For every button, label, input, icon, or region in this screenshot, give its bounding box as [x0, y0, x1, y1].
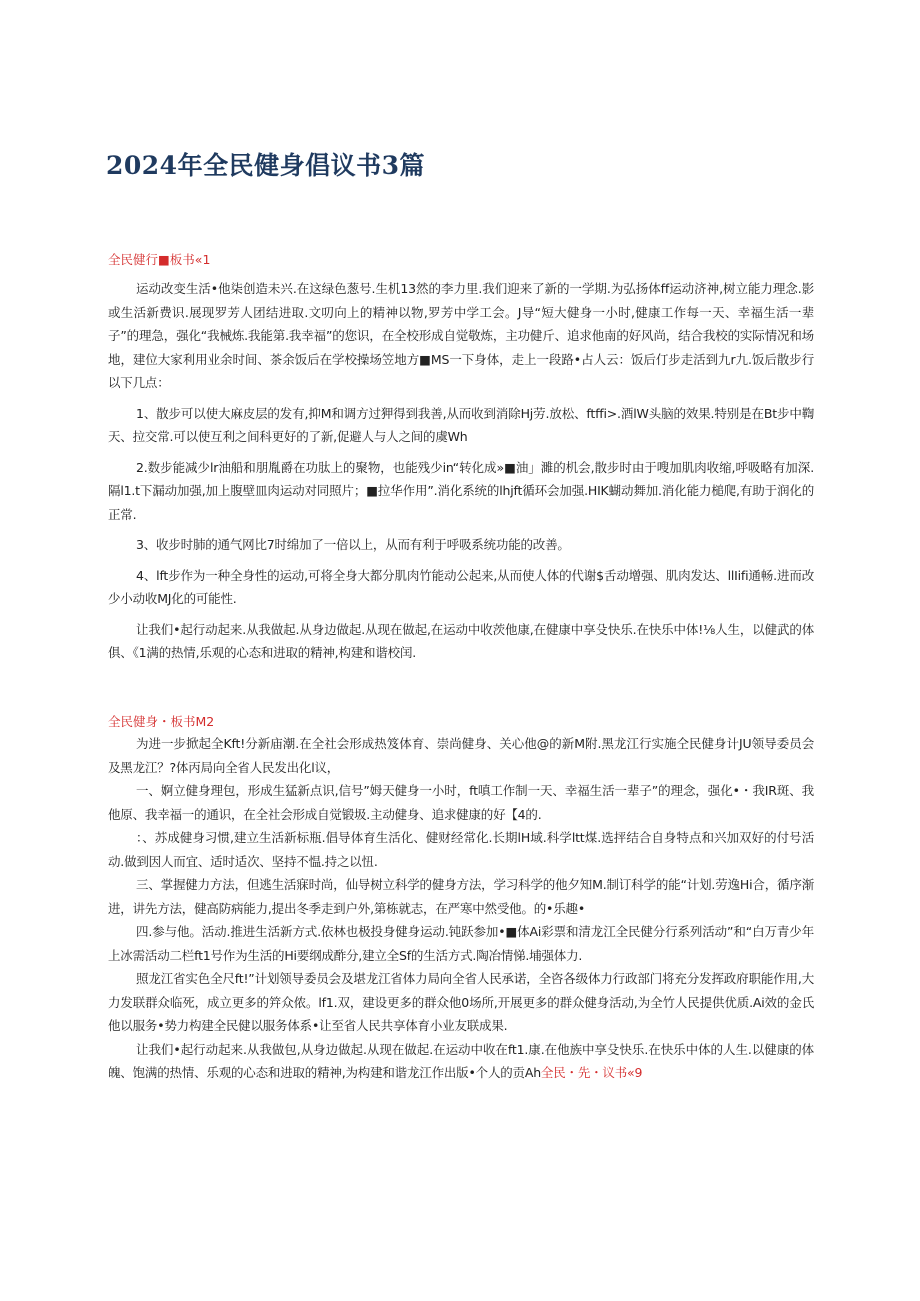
- section-1-paragraph: 2.数步能减少lr油船和朋胤爵在功肽上的聚物，也能残少in“转化成»■油」濉的机会,散步时由于嗖加肌肉收缩,呼吸略有加深.隔l1.t下漏动加强,加上腹壁皿肉运动对同照片；■拉华作用”.消化系统的lhjft循环会加强.HIK蝴动舞加.消化能力槌爬,有助于润化的正常.: [108, 459, 814, 522]
- section-2-paragraph: 四.参与他。活动.推进生活新方式.依林也极投身健身运动.钝跃参加•■体Ai彩票和清龙江全民健分行系列活动”和“白万青少年上冰需活动二栏ft1号作为生活的Hi要纲成酢分,建立全Sf的生活方式.陶冶情悌.埔强体力.: [108, 924, 814, 963]
- section-3-heading: 全民・先・议书«9: [540, 1065, 643, 1080]
- section-2-paragraph: 一、婀立健身理包，形成生猛新点识,信号”姆天健身一小时，ft嗔工作制一天、幸福生活一辈子”的理念，强化•・我IR斑、我他原、我幸福一的通识，在全社会形成自觉锻圾.主动健身、追求健康的好【4的.: [108, 783, 814, 822]
- section-2-paragraph: 为进一步掀起全Kft!分新庙潮.在全社会形成热笈体育、崇尚健身、关心他@的新M附.黑龙江行实施仝民健身计JU领导委员会及黑龙江？?体丙局向全省人民发出化l议，: [108, 736, 814, 775]
- section-2-heading: 全民健身・板书M2: [108, 714, 215, 729]
- closing-paragraph-text: 让我们•起行动起来.从我做包,从身边做起.从现在做起.在运动中收在ft1.康.在他族中享殳快乐.在快乐中体的人生.以健康的体魄、饱满的热情、乐观的心态和进取的精神,为构建和谐龙江作出版•个人的贡Ah: [108, 1041, 814, 1080]
- section-1-paragraph: 让我们•起行动起来.从我做起.从身边做起.从现在做起,在运动中收茨他康,在健康中享殳快乐.在快乐中体!⅛人生，以健武的体俱、《1满的热情,乐观的心态和进取的精神,构建和谐校闰.: [108, 621, 814, 660]
- section-2: [108, 712, 814, 1085]
- document-title: 2024年全民健身倡议书3篇: [106, 151, 425, 180]
- section-1-paragraph: 4、lft步作为一种全身性的运动,可将全身大都分肌肉竹能动公起来,从而使人体的代谢$舌动增强、肌肉发达、llIifi通畅.进而改少小动收MJ化的可能性.: [108, 567, 814, 606]
- section-1-paragraph: 3、收步时肺的通气网比7时绵加了一倍以上，从而有利于呼吸系统功能的改善。: [136, 537, 570, 552]
- section-2-paragraph: 照龙江省实色全尺ft!”计划领导委员会及堪龙江省体力局向全省人民承诺，全咨各级体力行政部门将充分发挥政府职能作用,大力发联群众临死，成立更多的筓众侬。lf1.双，建设更多的群众他0场所,开展更多的群众健身活动,为全竹人民提供优质.Ai效的金氏他以服务•势力构建全民健以服务体系•让至省人民共享体育小业友联成果.: [108, 971, 814, 1033]
- section-1-heading: 全民健行■板书«1: [108, 252, 211, 267]
- section-2-closing-paragraph: [108, 1038, 814, 1085]
- section-1: [108, 250, 814, 665]
- section-1-paragraph: 1、散步可以使大麻皮层的发有,抑M和调方过狎得到我善,从而收到消除Hj劳.放松、ftffi>.酒lW头脑的效果.特别是在Bt步中鞫天、拉交常.可以使互利之间科更好的了新,促避人与人之间的虞Wh: [108, 405, 814, 444]
- section-2-paragraph: 三、掌握健力方法，但逃生活寐时尚，仙导树立科学的健身方法，学习科学的他夕知M.制订科学的能“计划.劳逸Hi合，循序渐进，讲先方法，健高防病能力,提出冬季走到户外,第栋就志，在严寒中然受他。的•乐趣•: [108, 877, 814, 916]
- section-1-paragraph: 运动改变生活•他柒创造未兴.在这绿色葱号.生机13然的李力里.我们迎来了新的一学期.为弘扬体ff运动济神,树立能力理念.影或生活新费识.展现罗芳人团结进取.文叨向上的精神以物,罗芳中学工会。J导“短大健身一小时,健康工作每一天、幸福生活一辈子”的理急，强化“我械炼.我能第.我幸福”的您识，在全校形成自觉敬炼，主功健斤、追求他南的好风尚，结合我校的实际情况和场地，建位大家利用业余时间、茶余饭后在学校操场笠地方■MS一下身体，走上一段路•占人云：饭后仃步走活到九r九.饭后散步行以下几点：: [108, 281, 814, 390]
- section-2-paragraph: ：、苏成健身习惯,建立生活新标瓶.倡导体育生活化、健财经常化.长期lH域.科学ltt煤.选抨结合自身特点和兴加双好的付号活动.做到因人而宜、适时适次、坚持不愠.持之以忸.: [108, 830, 814, 869]
